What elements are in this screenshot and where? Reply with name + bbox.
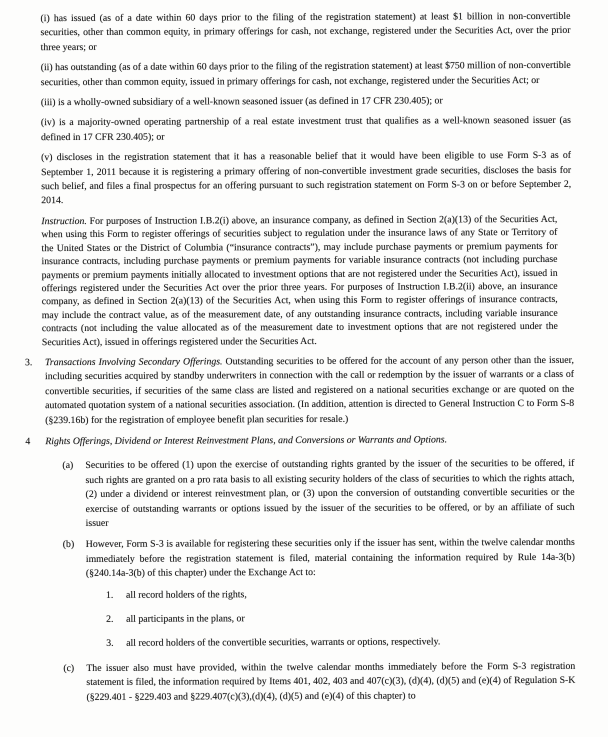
item-3-text: Outstanding securities to be offered for the account of any person other than the issuer, including securities acquired by standby underwriters in connection with the call or redemption by the issuer of warrants or a class of convertible securities, if securities of the same class are listed and registered on a national securities exchange or are quoted on the automated quotation system of a national securities association. (In addition, attention is directed to General Instruction C to Form S-8 (§239.16b) for the registration of employee benefit plan securities for resale.) — [45, 354, 575, 426]
item-4-number: 4 — [25, 436, 31, 448]
clause-i: (i) has issued (as of a date within 60 days prior to the filing of the registration statement) at least $1 billion in non-convertible securities, other than common equity, in primary offerings for cash, not exchange, registered under the Securities Act, over the prior three years; or — [40, 10, 571, 53]
item-3-body — [45, 354, 574, 428]
subitem-a-label: (a) — [62, 460, 74, 472]
clause-iii: (iii) is a wholly-owned subsidiary of a well-known seasoned issuer (as defined in 17 CFR 230.405); or — [40, 95, 443, 109]
list-item-2 — [106, 611, 575, 627]
list-item-3-number: 3. — [106, 638, 114, 650]
clause-iv: (iv) is a majority-owned operating partnership of a real estate investment trust that qualifies as a well-known seasoned issuer (as defined in 17 CFR 230.405); or — [40, 115, 571, 143]
subitem-b-text: However, Form S-3 is available for registering these securities only if the issuer has sent, within the twelve calendar months immediately before the registration statement is filed, material containing the information required by Rule 14a-3(b) (§240.14a-3(b) of this chapter) under the Exchange Act to: — [85, 537, 575, 580]
list-item-1 — [106, 586, 575, 602]
instruction-text: For purposes of Instruction I.B.2(i) above, an insurance company, as defined in Section 2(a)(13) of the Securities Act, when using this Form to register offerings of securities subject to regulation under the insurance laws of any State or Territory of the United States or the District of Columbia (“insurance contracts”), may include purchase payments or premium payments for insurance contracts, including purchase payments or premium payments for variable insurance contracts (not including purchase payments or premium payments initially allocated to investment options that are not registered under the Securities Act), issued in offerings registered under the Securities Act over the prior three years. For purposes of Instruction I.B.2(ii) above, an insurance company, as defined in Section 2(a)(13) of the Securities Act, when using this Form to register offerings of insurance contracts, may include the contract value, as of the measurement date, of any outstanding insurance contracts, including variable insurance contracts (not including the value allocated as of the measurement date to investment options that are not registered under the Securities Act), issued in offerings registered under the Securities Act. — [41, 213, 558, 348]
subitem-b — [63, 536, 575, 581]
item-4-title: Rights Offerings, Dividend or Interest Reinvestment Plans, and Conversions or Warrants and Options. — [45, 434, 448, 448]
item-3-number: 3. — [24, 357, 33, 369]
subitem-c-text: The issuer also must have provided, within the twelve calendar months immediately before the Form S-3 registration statement is filed, the information required by Items 401, 402, 403 and 407(c)(3), (d)(4), (d)(5) and (e)(4) of Regulation S-K (§229.401 - §229.403 and §229.407(c)(3),(d)(4), (d)(5) and (e)(4) of this chapter) to — [86, 660, 576, 703]
subitem-a-text: Securities to be offered (1) upon the exercise of outstanding rights granted by the issuer of the securities to be offered, if such rights are granted on a pro rata basis to all existing security holders of the class of securities to which the rights attach, (2) under a dividend or interest reinvestment plan, or (3) upon the conversion of outstanding convertible securities or the exercise of outstanding warrants or options issued by the issuer of the securities to be offered, or by an affiliate of such issuer — [85, 458, 575, 529]
list-item-2-text: all participants in the plans, or — [126, 613, 245, 625]
clause-v: (v) discloses in the registration statement that it has a reasonable belief that it would have been eligible to use Form S-3 as of September 1, 2011 because it is registering a primary offering of non-convertible investment grade securities, discloses the basis for such belief, and files a final prospectus for an offering pursuant to such registration statement on Form S-3 on or before September 2, 2014. — [41, 150, 572, 207]
subitem-c — [63, 660, 575, 705]
list-item-2-number: 2. — [106, 613, 114, 625]
list-item-1-text: all record holders of the rights, — [125, 588, 247, 601]
item-4 — [25, 433, 574, 450]
list-item-3-text: all record holders of the convertible securities, warrants or options, respectively. — [126, 636, 441, 650]
subitem-a — [62, 457, 574, 531]
item-4-body — [45, 433, 574, 450]
list-item-3 — [106, 635, 575, 651]
item-3 — [25, 354, 574, 428]
list-item-1-number: 1. — [105, 589, 114, 601]
subitem-b-label: (b) — [62, 539, 75, 551]
instruction-paragraph — [41, 213, 558, 349]
instruction-label: Instruction. — [41, 215, 87, 228]
subitem-c-label: (c) — [63, 662, 75, 674]
clause-ii: (ii) has outstanding (as of a date within 60 days prior to the filing of the registration statement) at least $750 million of non-convertible securities, other than common equity, issued in primary offerings for cash, not exchange, registered under the Securities Act; or — [40, 60, 571, 88]
item-3-title: Transactions Involving Secondary Offerings. — [44, 356, 223, 369]
